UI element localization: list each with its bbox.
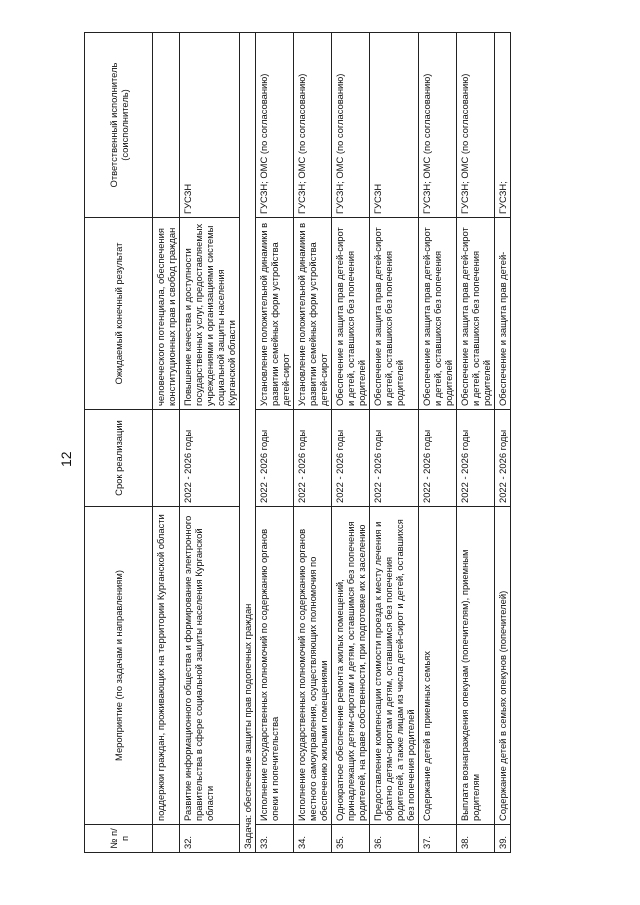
cell-result: Обеспечение и защита прав детей-	[495, 218, 511, 410]
cell-activity: поддержки граждан, проживающих на территории Курганской области	[153, 507, 180, 825]
cell-activity: Однократное обеспечение ремонта жилых помещений, принадлежащих детям-сиротам и детям, оставшимся без попечения родителей, на праве собственности, при подготовке их к заселению	[332, 507, 370, 825]
cell-result: Повышение качества и доступности государственных услуг, предоставляемых учреждениями и организациями системы социальной защиты населения Курганской области	[180, 218, 240, 410]
cell-result: Обеспечение и защита прав детей-сирот и детей, оставшихся без попечения родителей	[457, 218, 495, 410]
table-row	[153, 33, 180, 853]
activities-table	[84, 32, 511, 853]
table-row	[332, 33, 370, 853]
task-row	[240, 33, 256, 853]
cell-result: Установление положительной динамики в развитии семейных форм устройства детей-сирот	[294, 218, 332, 410]
cell-executor: ГУСЗН; ОМС (по согласованию)	[457, 33, 495, 218]
table-row	[294, 33, 332, 853]
table-row	[180, 33, 240, 853]
table-row	[457, 33, 495, 853]
header-executor: Ответственный исполнитель (соисполнитель)	[85, 33, 153, 218]
cell-term: 2022 - 2026 годы	[180, 410, 240, 507]
cell-num: 33.	[256, 825, 294, 853]
cell-num: 32.	[180, 825, 240, 853]
cell-term: 2022 - 2026 годы	[370, 410, 419, 507]
cell-term: 2022 - 2026 годы	[256, 410, 294, 507]
header-activity: Мероприятие (по задачам и направлениям)	[85, 507, 153, 825]
cell-executor: ГУСЗН;	[495, 33, 511, 218]
cell-activity: Содержание детей в семьях опекунов (попечителей)	[495, 507, 511, 825]
cell-activity: Исполнение государственных полномочий по содержанию органов опеки и попечительства	[256, 507, 294, 825]
cell-term	[153, 410, 180, 507]
top-rows	[153, 33, 240, 853]
cell-result: Обеспечение и защита прав детей-сирот и детей, оставшихся без попечения родителей	[370, 218, 419, 410]
cell-num: 39.	[495, 825, 511, 853]
cell-result: Обеспечение и защита прав детей-сирот и детей, оставшихся без попечения родителей	[419, 218, 457, 410]
header-result: Ожидаемый конечный результат	[85, 218, 153, 410]
cell-result: Установление положительной динамики в развитии семейных форм устройства детей-сирот	[256, 218, 294, 410]
cell-term: 2022 - 2026 годы	[294, 410, 332, 507]
cell-activity: Исполнение государственных полномочий по содержанию органов местного самоуправления, осуществляющих полномочия по обеспечению жилыми помещениями	[294, 507, 332, 825]
cell-executor: ГУСЗН; ОМС (по согласованию)	[256, 33, 294, 218]
header-term: Срок реализации	[85, 410, 153, 507]
cell-term: 2022 - 2026 годы	[332, 410, 370, 507]
cell-executor: ГУСЗН	[180, 33, 240, 218]
cell-result: Обеспечение и защита прав детей-сирот и детей, оставшихся без попечения родителей	[332, 218, 370, 410]
cell-executor: ГУСЗН; ОМС (по согласованию)	[332, 33, 370, 218]
page-number: 12	[58, 451, 74, 467]
task-heading: Задача: обеспечение защиты прав подопечных граждан	[240, 33, 256, 853]
table-row	[495, 33, 511, 853]
cell-activity: Предоставление компенсации стоимости проезда к месту лечения и обратно детям-сиротам и детям, оставшимся без попечения родителей, а также лицам из числа детей-сирот и детей, оставшихся без попечения родителей	[370, 507, 419, 825]
cell-term: 2022 - 2026 годы	[419, 410, 457, 507]
cell-result: человеческого потенциала, обеспечения конституционных прав и свобод граждан	[153, 218, 180, 410]
cell-activity: Выплата вознаграждения опекунам (попечителям), приемным родителям	[457, 507, 495, 825]
cell-term: 2022 - 2026 годы	[457, 410, 495, 507]
table-row	[256, 33, 294, 853]
cell-executor: ГУСЗН; ОМС (по согласованию)	[294, 33, 332, 218]
cell-executor: ГУСЗН	[370, 33, 419, 218]
cell-activity: Содержание детей в приемных семьях	[419, 507, 457, 825]
header-num: № п/п	[85, 825, 153, 853]
table-row	[370, 33, 419, 853]
cell-activity: Развитие информационного общества и формирование электронного правительства в сфере социальной защиты населения Курганской области	[180, 507, 240, 825]
table-row	[419, 33, 457, 853]
cell-num: 38.	[457, 825, 495, 853]
cell-num: 35.	[332, 825, 370, 853]
cell-term: 2022 - 2026 годы	[495, 410, 511, 507]
task-section	[240, 33, 256, 853]
cell-num: 37.	[419, 825, 457, 853]
bottom-rows	[256, 33, 511, 853]
table-header-row	[85, 33, 153, 853]
cell-executor	[153, 33, 180, 218]
cell-executor: ГУСЗН; ОМС (по согласованию)	[419, 33, 457, 218]
cell-num	[153, 825, 180, 853]
cell-num: 36.	[370, 825, 419, 853]
cell-num: 34.	[294, 825, 332, 853]
